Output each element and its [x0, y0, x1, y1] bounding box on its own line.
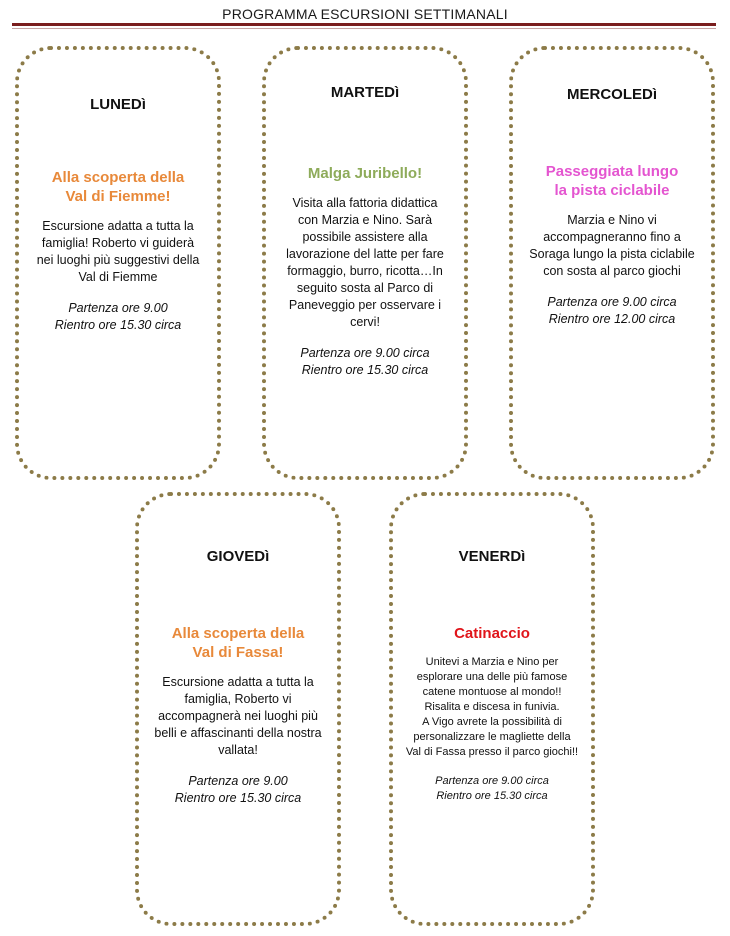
card-title: Passeggiata lungo la pista ciclabile — [545, 163, 679, 199]
card-day: MARTEDì — [330, 84, 400, 101]
card-body — [513, 162, 711, 328]
card-title: Alla scoperta della Val di Fiemme! — [51, 169, 185, 205]
card-description: Marzia e Nino vi accompagneranno fino a Soraga lungo la pista ciclabile con sosta al parco giochi — [529, 213, 695, 278]
card-giovedi — [135, 492, 341, 926]
card-description: Visita alla fattoria didattica con Marzia e Nino. Sarà possibile assistere alla lavorazione del latte per fare formaggio, burro, ricotta…In seguito sosta al Parco di Paneveggio per osservare i cervi! — [286, 196, 444, 329]
title-rule — [12, 23, 716, 26]
card-title: Alla scoperta della Val di Fassa! — [171, 625, 305, 661]
title-rule-thin — [12, 28, 716, 29]
card-times: Partenza ore 9.00 Rientro ore 15.30 circa — [174, 774, 302, 805]
card-martedi — [262, 46, 468, 480]
card-venerdi — [389, 492, 595, 926]
card-description: Escursione adatta a tutta la famiglia! Roberto vi guiderà nei luoghi più suggestivi della Val di Fiemme — [36, 219, 200, 284]
card-body — [393, 624, 591, 804]
card-body — [266, 164, 464, 379]
card-times: Partenza ore 9.00 circa Rientro ore 15.30 circa — [300, 346, 430, 377]
card-body — [19, 168, 217, 334]
page-title: PROGRAMMA ESCURSIONI SETTIMANALI — [222, 6, 508, 22]
card-description: Unitevi a Marzia e Nino per esplorare una delle più famose catene montuose al mondo!! Risalita e discesa in funivia. A Vigo avrete la possibilità di personalizzare le magliette della Val di Fassa presso il parco giochi!! — [405, 656, 579, 758]
card-description: Escursione adatta a tutta la famiglia, Roberto vi accompagnerà nei luoghi più belli e affascinanti della nostra vallata! — [154, 675, 322, 757]
card-day: LUNEDì — [90, 96, 146, 113]
card-times: Partenza ore 9.00 circa Rientro ore 12.00 circa — [547, 295, 677, 326]
card-lunedi — [15, 46, 221, 480]
card-body — [139, 624, 337, 807]
card-times: Partenza ore 9.00 Rientro ore 15.30 circa — [54, 301, 182, 332]
card-mercoledi — [509, 46, 715, 480]
card-day: GIOVEDì — [206, 548, 270, 565]
card-title: Malga Juribello! — [307, 165, 423, 182]
card-day: VENERDì — [458, 548, 526, 565]
card-title: Catinaccio — [454, 625, 530, 642]
card-day: MERCOLEDì — [567, 86, 657, 103]
card-times: Partenza ore 9.00 circa Rientro ore 15.30 circa — [435, 775, 549, 802]
